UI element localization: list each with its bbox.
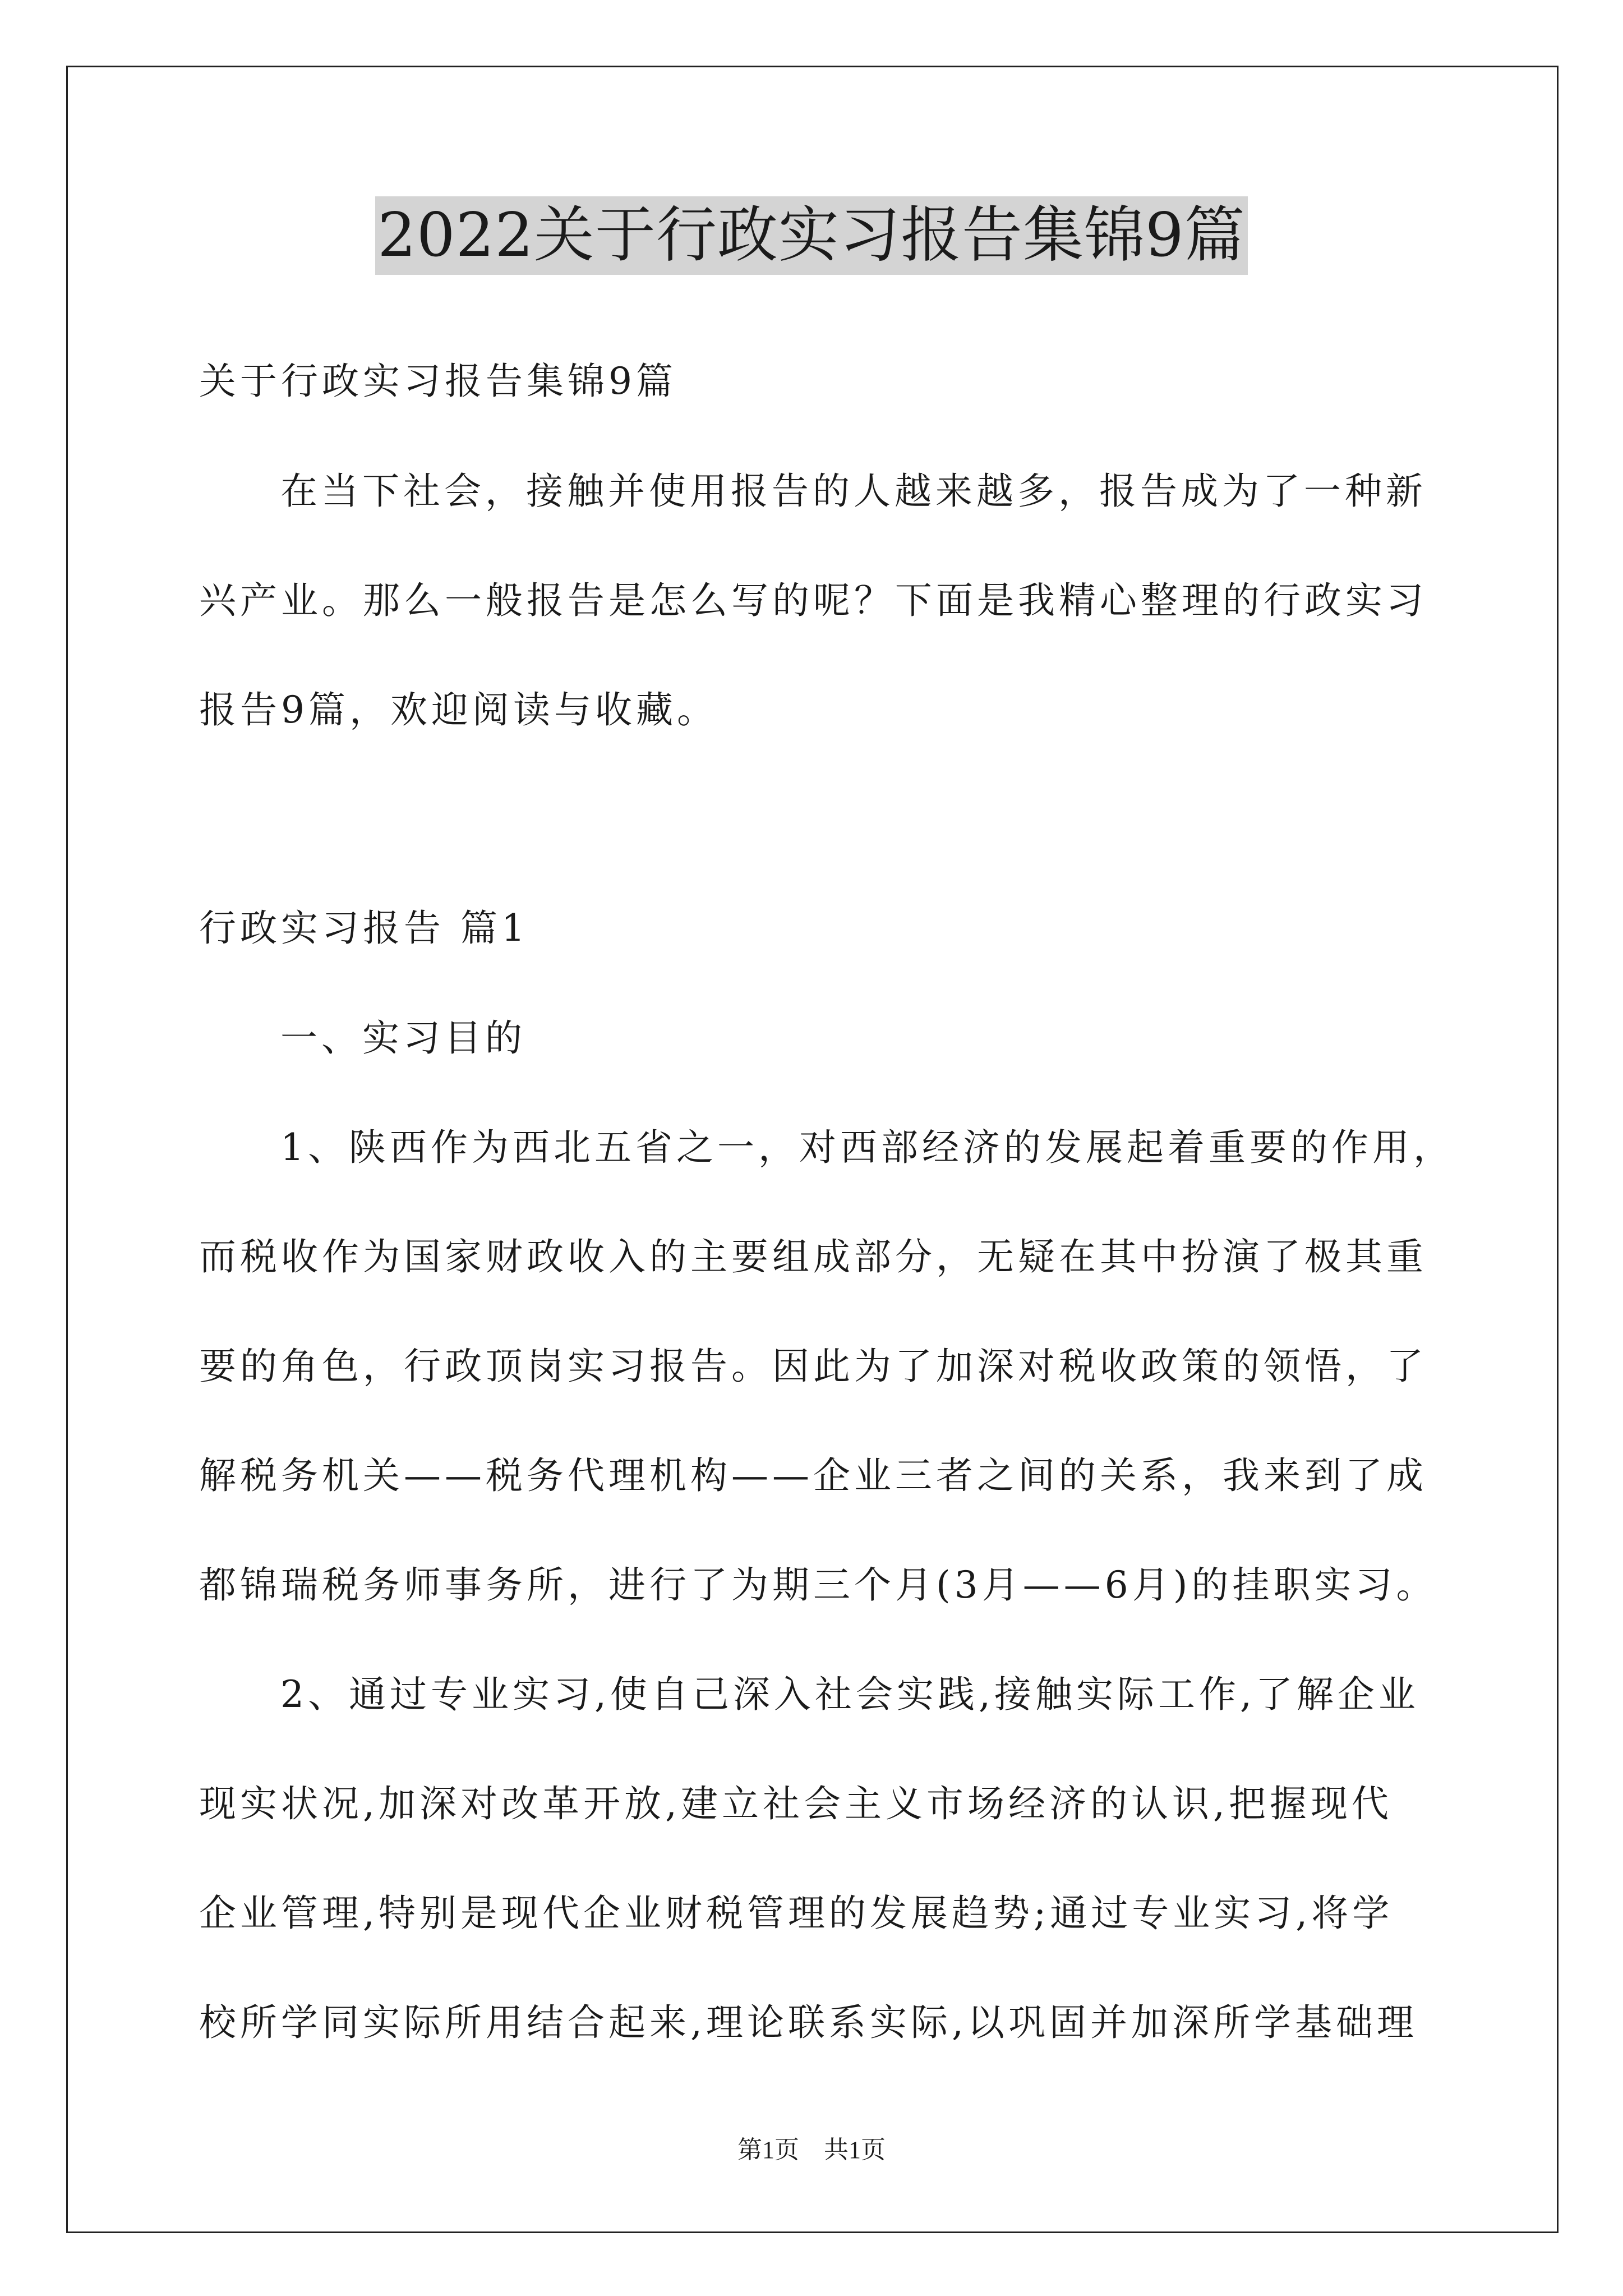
intro-line-2: 兴产业。那么一般报告是怎么写的呢？下面是我精心整理的行政实习 (199, 579, 1427, 622)
document-title-wrapper (0, 196, 1623, 280)
paragraph1-line-4: 解税务机关——税务代理机构——企业三者之间的关系，我来到了成 (199, 1454, 1427, 1497)
intro-line-3: 报告9篇，欢迎阅读与收藏。 (199, 688, 718, 731)
intro-line-1: 在当下社会，接触并使用报告的人越来越多，报告成为了一种新 (280, 470, 1427, 513)
section-heading: 行政实习报告 篇1 (199, 907, 529, 950)
paragraph2-line-2: 现实状况,加深对改革开放,建立社会主义市场经济的认识,把握现代 (199, 1782, 1393, 1825)
paragraph1-line-5: 都锦瑞税务师事务所，进行了为期三个月(3月——6月)的挂职实习。 (199, 1563, 1437, 1607)
paragraph2-line-1: 2、通过专业实习,使自己深入社会实践,接触实际工作,了解企业 (280, 1673, 1419, 1716)
page-number-footer: 第1页 共1页 (737, 2136, 886, 2164)
document-subtitle: 关于行政实习报告集锦9篇 (199, 360, 677, 403)
paragraph2-line-3: 企业管理,特别是现代企业财税管理的发展趋势;通过专业实习,将学 (199, 1892, 1394, 1935)
subheading: 一、实习目的 (280, 1016, 526, 1060)
paragraph1-line-2: 而税收作为国家财政收入的主要组成部分，无疑在其中扮演了极其重 (199, 1235, 1427, 1278)
paragraph2-line-4: 校所学同实际所用结合起来,理论联系实际,以巩固并加深所学基础理 (199, 2001, 1418, 2044)
paragraph1-line-3: 要的角色，行政顶岗实习报告。因此为了加深对税收政策的领悟，了 (199, 1345, 1427, 1388)
paragraph1-line-1: 1、陕西作为西北五省之一，对西部经济的发展起着重要的作用， (280, 1126, 1454, 1169)
document-title: 2022关于行政实习报告集锦9篇 (375, 196, 1248, 275)
